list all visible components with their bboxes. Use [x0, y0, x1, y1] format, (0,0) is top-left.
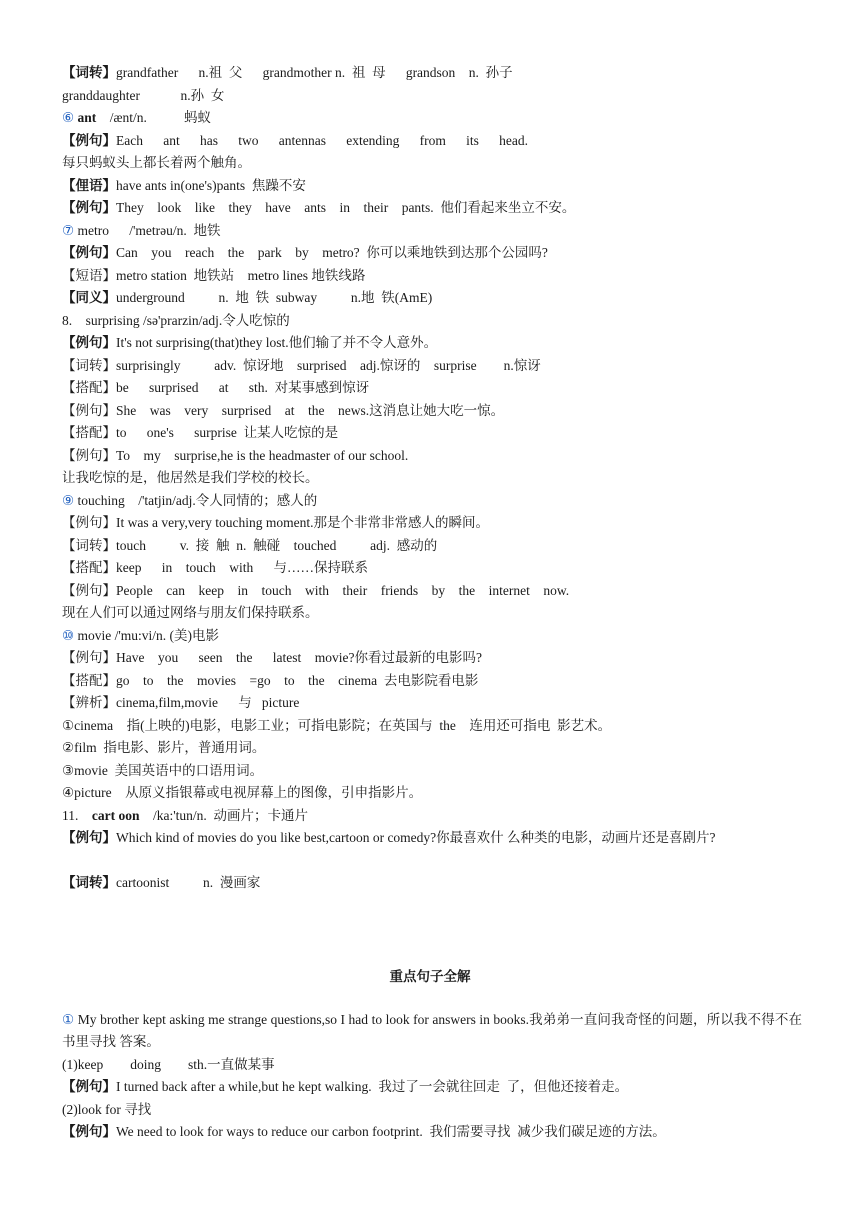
text-line	[62, 289, 432, 307]
text-line	[62, 177, 306, 195]
item-number: ⑨	[62, 493, 75, 508]
bracket-tag: 【词转】	[62, 875, 116, 890]
line-text: granddaughter n.孙 女	[62, 88, 225, 103]
line-text: 8. surprising /sə'prarzin/adj.令人吃惊的	[62, 313, 290, 328]
bracket-tag: 【辨析】	[62, 695, 116, 710]
text-line	[62, 109, 211, 127]
bracket-tag: 【搭配】	[62, 425, 116, 440]
text-line	[62, 379, 369, 397]
bracket-tag: 【词转】	[62, 65, 116, 80]
line-text: I turned back after a while,but he kept walking. 我过了一会就往回走 了，但他还接着走。	[116, 1079, 629, 1094]
text-line	[62, 154, 251, 172]
line-text: To my surprise,he is the headmaster of our school.	[116, 448, 409, 463]
bracket-tag: 【例句】	[62, 335, 116, 350]
bracket-tag: 【例句】	[62, 830, 116, 845]
line-text: It was a very,very touching moment.那是个非常非常感人的瞬间。	[116, 515, 489, 530]
paragraph-text: My brother kept asking me strange questions,so I had to look for answers in books.我弟弟一直问我奇怪的问题，所以我不得不在书里寻找 答案。	[62, 1012, 802, 1049]
line-text: Have you seen the latest movie?你看过最新的电影吗?	[116, 650, 482, 665]
line-text: touch v. 接 触 n. 触碰 touched adj. 感动的	[116, 538, 438, 553]
text-line	[62, 1078, 628, 1096]
text-line	[62, 762, 263, 780]
line-text: Can you reach the park by metro? 你可以乘地铁到达那个公园吗?	[116, 245, 548, 260]
text-line	[62, 874, 260, 892]
line-text: metro station 地铁站 metro lines 地铁线路	[116, 268, 366, 283]
line-text: (1)keep doing sth.一直做某事	[62, 1057, 275, 1072]
bracket-tag: 【例句】	[62, 245, 116, 260]
text-line	[62, 312, 290, 330]
text-line	[62, 492, 317, 510]
text-line	[62, 514, 489, 532]
text-line	[62, 537, 437, 555]
line-text: to one's surprise 让某人吃惊的是	[116, 425, 339, 440]
text-line	[62, 424, 338, 442]
line-text: be surprised at sth. 对某事感到惊讶	[116, 380, 370, 395]
line-text: ②film 指电影、影片，普通用词。	[62, 740, 266, 755]
text-line	[62, 559, 368, 577]
text-line	[62, 469, 319, 487]
line-text: grandfather n.祖 父 grandmother n. 祖 母 grandson n. 孙子	[116, 65, 513, 80]
headword: ant	[77, 110, 97, 125]
text-line	[62, 604, 319, 622]
line-text: They look like they have ants in their pants. 他们看起来坐立不安。	[116, 200, 576, 215]
text-line	[62, 582, 569, 600]
item-number: 11.	[62, 808, 92, 823]
text-line	[62, 1056, 275, 1074]
line-text: surprisingly adv. 惊讶地 surprised adj.惊讶的 surprise n.惊讶	[116, 358, 541, 373]
line-text: It's not surprising(that)they lost.他们输了并不令人意外。	[116, 335, 438, 350]
bracket-tag: 【例句】	[62, 448, 116, 463]
line-text: 现在人们可以通过网络与朋友们保持联系。	[62, 605, 319, 620]
line-text: cinema,film,movie 与 picture	[116, 695, 300, 710]
line-text: go to the movies =go to the cinema 去电影院看电影	[116, 673, 479, 688]
text-line	[62, 807, 308, 825]
bracket-tag: 【例句】	[62, 1124, 116, 1139]
text-line	[62, 132, 528, 150]
text-line	[62, 1123, 666, 1141]
sentence-paragraph	[62, 1009, 802, 1053]
text-line	[62, 672, 478, 690]
line-text: ④picture 从原义指银幕或电视屏幕上的图像，引申指影片。	[62, 785, 423, 800]
bracket-tag: 【例句】	[62, 650, 116, 665]
item-number: ①	[62, 1012, 75, 1027]
bracket-tag: 【例句】	[62, 1079, 116, 1094]
line-text: Each ant has two antennas extending from its head.	[116, 133, 529, 148]
bracket-tag: 【词转】	[62, 358, 116, 373]
bracket-tag: 【词转】	[62, 538, 116, 553]
line-text: ①cinema 指(上映的)电影，电影工业；可指电影院；在英国与 the 连用还可指电 影艺术。	[62, 718, 612, 733]
bracket-tag: 【例句】	[62, 515, 116, 530]
line-text: She was very surprised at the news.这消息让她大吃一惊。	[116, 403, 505, 418]
bracket-tag: 【例句】	[62, 403, 116, 418]
text-line	[62, 222, 221, 240]
line-text: have ants in(one's)pants 焦躁不安	[116, 178, 306, 193]
line-text: (2)look for 寻找	[62, 1102, 152, 1117]
line-text: /ka:'tun/n. 动画片；卡通片	[139, 808, 309, 823]
text-line	[62, 649, 482, 667]
line-text: underground n. 地 铁 subway n.地 铁(AmE)	[116, 290, 433, 305]
text-line	[62, 717, 611, 735]
section-title: 重点句子全解	[389, 969, 471, 984]
text-line	[62, 1101, 151, 1119]
line-text: touching /'tatjin/adj.令人同情的；感人的	[74, 493, 318, 508]
text-line	[62, 402, 504, 420]
line-text: We need to look for ways to reduce our carbon footprint. 我们需要寻找 减少我们碳足迹的方法。	[116, 1124, 666, 1139]
item-number: ⑥	[62, 110, 75, 125]
text-line	[62, 87, 224, 105]
bracket-tag: 【同义】	[62, 290, 116, 305]
text-line	[62, 739, 265, 757]
bracket-tag: 【搭配】	[62, 560, 116, 575]
line-text: People can keep in touch with their friends by the internet now.	[116, 583, 570, 598]
item-number: ⑦	[62, 223, 75, 238]
text-line	[62, 627, 219, 645]
bracket-tag: 【俚语】	[62, 178, 116, 193]
headword: cart oon	[91, 808, 140, 823]
bracket-tag: 【例句】	[62, 583, 116, 598]
bracket-tag: 【短语】	[62, 268, 116, 283]
text-line	[62, 199, 575, 217]
item-number: ⑩	[62, 628, 75, 643]
text-line	[62, 244, 548, 262]
text-line	[62, 64, 513, 82]
line-text: metro /'metrəu/n. 地铁	[74, 223, 221, 238]
text-line	[62, 357, 541, 375]
text-line	[62, 334, 437, 352]
line-text: 让我吃惊的是，他居然是我们学校的校长。	[62, 470, 319, 485]
line-text: 每只蚂蚁头上都长着两个触角。	[62, 155, 251, 170]
bracket-tag: 【例句】	[62, 200, 116, 215]
paragraph-text: Which kind of movies do you like best,cartoon or comedy?你最喜欢什 么种类的电影，动画片还是喜剧片?	[116, 830, 716, 845]
bracket-tag: 【搭配】	[62, 673, 116, 688]
line-text: keep in touch with 与……保持联系	[116, 560, 368, 575]
line-text: /ænt/n. 蚂蚁	[96, 110, 212, 125]
line-text: cartoonist n. 漫画家	[116, 875, 261, 890]
line-text: ③movie 美国英语中的口语用词。	[62, 763, 264, 778]
bracket-tag: 【例句】	[62, 133, 116, 148]
example-paragraph	[62, 827, 802, 849]
line-text: movie /'mu:vi/n. (美)电影	[74, 628, 220, 643]
text-line	[62, 267, 365, 285]
text-line	[62, 784, 422, 802]
text-line	[62, 447, 408, 465]
text-line	[62, 694, 299, 712]
bracket-tag: 【搭配】	[62, 380, 116, 395]
